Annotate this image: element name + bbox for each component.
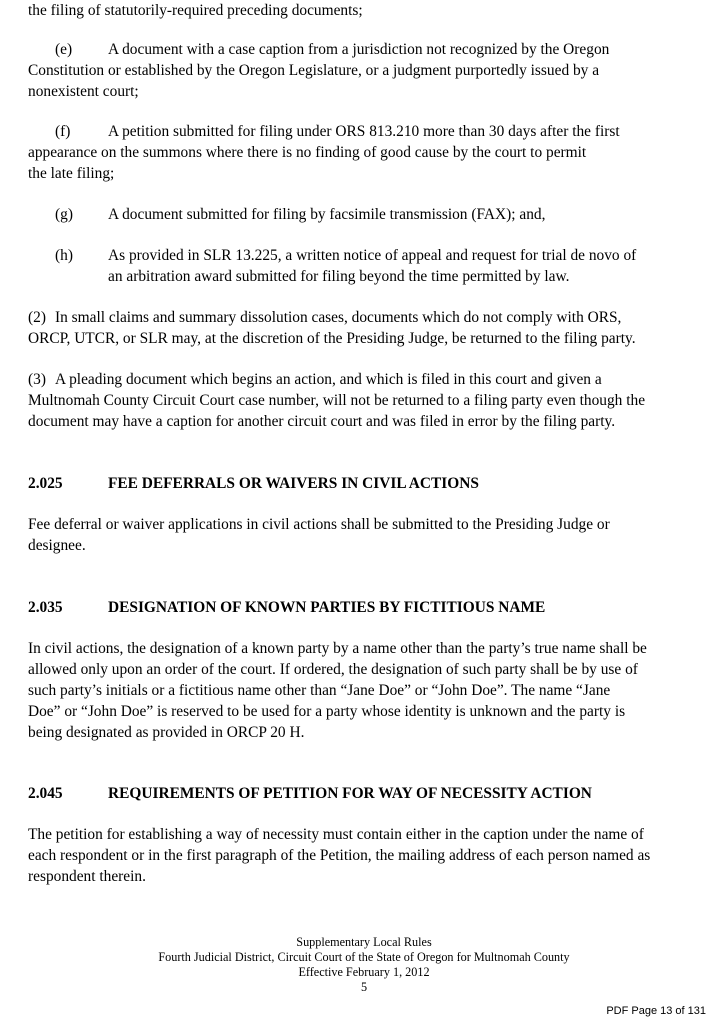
- footer-line: Effective February 1, 2012: [298, 965, 430, 979]
- section-title: DESIGNATION OF KNOWN PARTIES BY FICTITIOUS NAME: [108, 599, 546, 616]
- text-line: respondent therein.: [28, 868, 146, 885]
- text-line: The petition for establishing a way of necessity must contain either in the caption under the name of: [28, 826, 644, 843]
- text-line: As provided in SLR 13.225, a written notice of appeal and request for trial de novo of: [108, 247, 637, 264]
- paragraph-label: (3): [28, 371, 46, 388]
- section-number: 2.045: [28, 785, 63, 802]
- section-heading-2045: [28, 783, 718, 804]
- pdf-page-indicator: PDF Page 13 of 131: [606, 1005, 706, 1017]
- paragraph-2: [28, 307, 718, 349]
- section-heading-2025: [28, 473, 718, 494]
- footer-line: Fourth Judicial District, Circuit Court of the State of Oregon for Multnomah County: [158, 950, 570, 964]
- text-line: the late filing;: [28, 165, 115, 182]
- text-line: appearance on the summons where there is no finding of good cause by the court to permit: [28, 144, 587, 161]
- page-number: 5: [360, 980, 368, 994]
- text-line: A document submitted for filing by facsimile transmission (FAX); and,: [108, 206, 546, 223]
- text-line: A document with a case caption from a jurisdiction not recognized by the Oregon: [108, 41, 610, 58]
- text-line: each respondent or in the first paragraph of the Petition, the mailing address of each person named as: [28, 847, 651, 864]
- footer-line: Supplementary Local Rules: [296, 935, 432, 949]
- text-line: designee.: [28, 537, 86, 554]
- paragraph-label: (2): [28, 309, 46, 326]
- section-heading-2035: [28, 597, 718, 618]
- text-line: Fee deferral or waiver applications in civil actions shall be submitted to the Presiding Judge or: [28, 516, 610, 533]
- section-title: REQUIREMENTS OF PETITION FOR WAY OF NECESSITY ACTION: [108, 785, 592, 802]
- text-line: allowed only upon an order of the court. If ordered, the designation of such party shall be by use of: [28, 661, 638, 678]
- text-line: the filing of statutorily-required preceding documents;: [28, 2, 363, 19]
- section-body-2025: [28, 514, 718, 556]
- text-line: Constitution or established by the Oregon Legislature, or a judgment purportedly issued by a: [28, 62, 600, 79]
- item-label: (h): [55, 247, 73, 264]
- text-line: document may have a caption for another circuit court and was filed in error by the filing party.: [28, 413, 616, 430]
- text-line: nonexistent court;: [28, 83, 139, 100]
- item-f: [28, 121, 718, 184]
- text-line: A petition submitted for filing under ORS 813.210 more than 30 days after the first: [108, 123, 620, 140]
- section-number: 2.035: [28, 599, 63, 616]
- text-line: A pleading document which begins an action, and which is filed in this court and given a: [55, 371, 602, 388]
- text-line: In small claims and summary dissolution cases, documents which do not comply with ORS,: [55, 309, 622, 326]
- text-line: Doe” or “John Doe” is reserved to be used for a party whose identity is unknown and the party is: [28, 703, 626, 720]
- page-footer: [0, 935, 728, 995]
- item-g: [28, 204, 718, 225]
- section-number: 2.025: [28, 475, 63, 492]
- text-line: Multnomah County Circuit Court case number, will not be returned to a filing party even though the: [28, 392, 646, 409]
- text-line: an arbitration award submitted for filing beyond the time permitted by law.: [108, 268, 570, 285]
- continued-text: [28, 0, 718, 21]
- text-line: ORCP, UTCR, or SLR may, at the discretion of the Presiding Judge, be returned to the filing party.: [28, 330, 636, 347]
- section-title: FEE DEFERRALS OR WAIVERS IN CIVIL ACTIONS: [108, 475, 479, 492]
- text-line: In civil actions, the designation of a known party by a name other than the party’s true name shall be: [28, 640, 647, 657]
- item-label: (g): [55, 206, 73, 223]
- item-label: (f): [55, 123, 71, 140]
- item-e: [28, 39, 718, 102]
- text-line: such party’s initials or a fictitious name other than “Jane Doe” or “John Doe”. The name “Jane: [28, 682, 611, 699]
- paragraph-3: [28, 369, 718, 432]
- section-body-2035: [28, 638, 718, 743]
- item-h: [28, 245, 718, 287]
- text-line: being designated as provided in ORCP 20 H.: [28, 724, 305, 741]
- section-body-2045: [28, 824, 718, 887]
- item-label: (e): [55, 41, 73, 58]
